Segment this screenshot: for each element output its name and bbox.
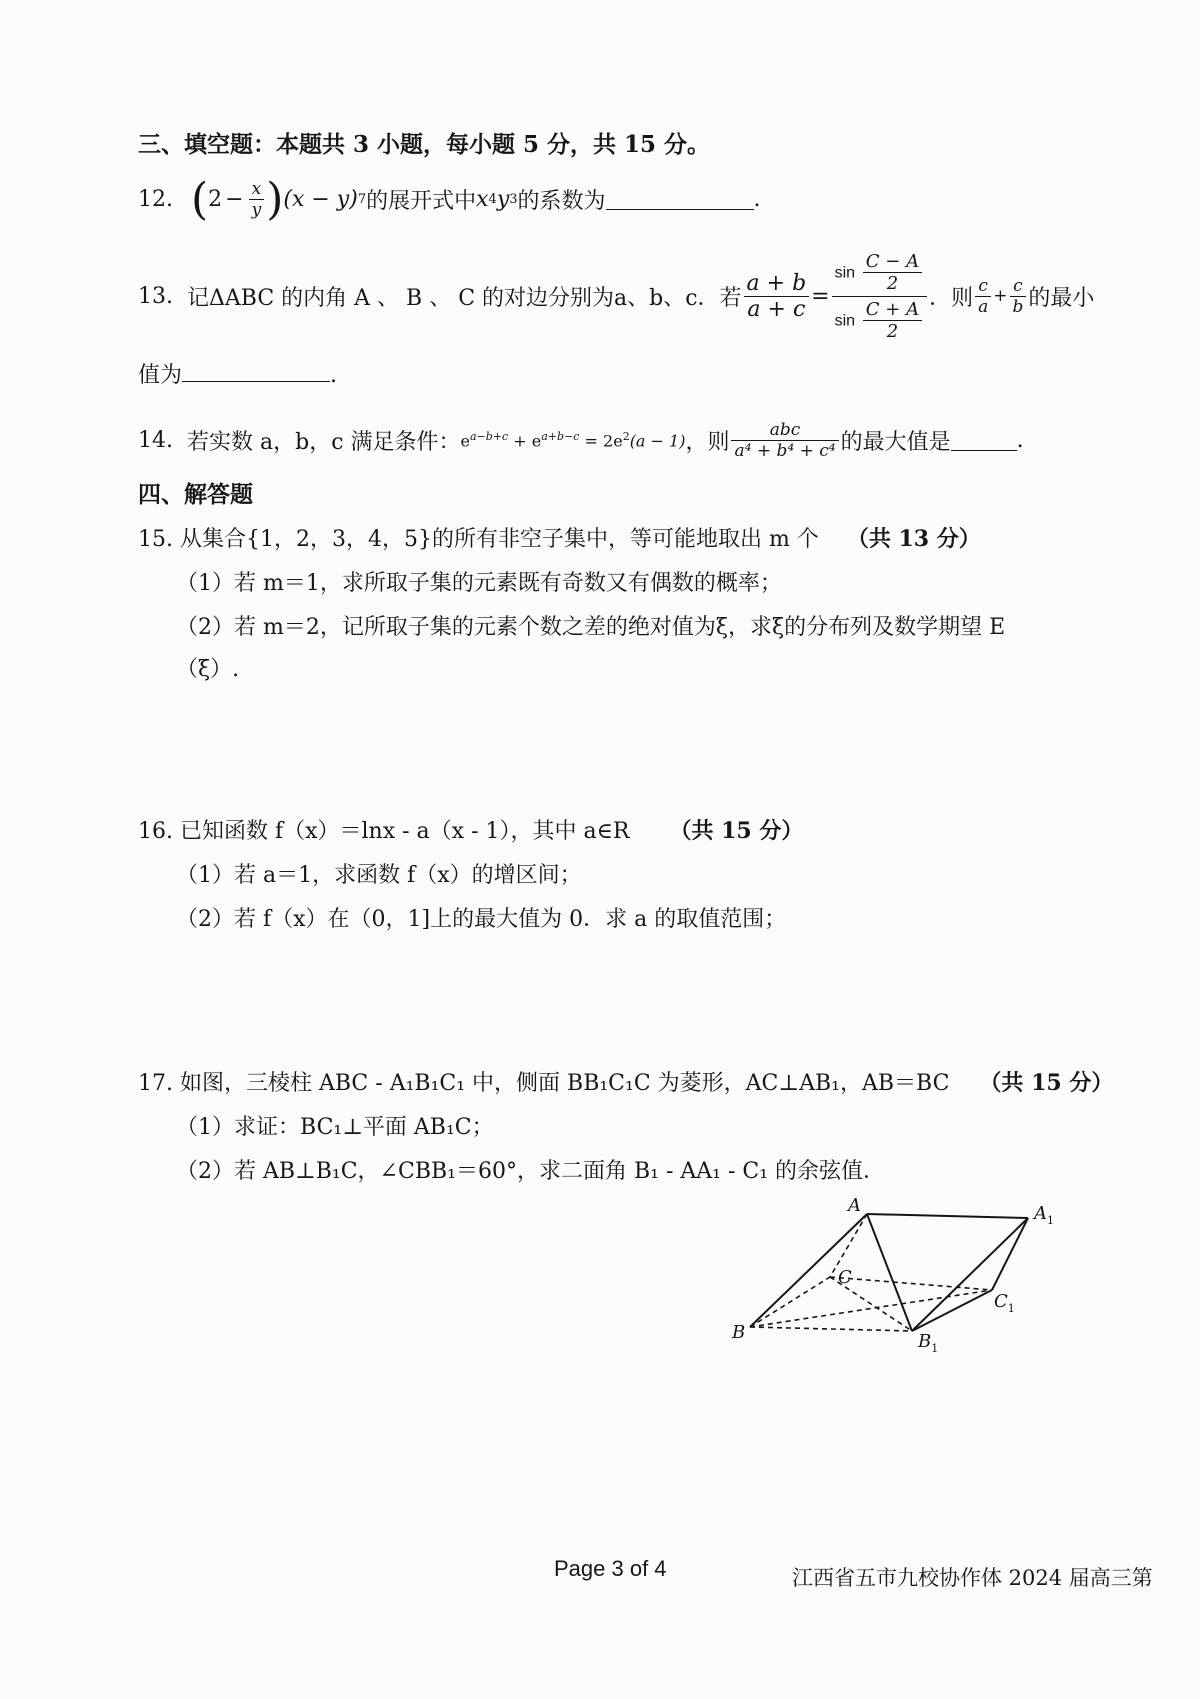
q13-text1: 记ΔABC 的内角 A 、 B 、 C 的对边分别为a、b、c．若: [187, 285, 742, 311]
exam-source: 江西省五市九校协作体 2024 届高三第: [792, 1566, 1153, 1590]
label-B1: $B_1$: [918, 1331, 939, 1355]
label-C1: $C_1$: [994, 1291, 1015, 1315]
q12-answer-blank: [606, 189, 754, 210]
question-14: 14. 若实数 a，b，c 满足条件： $e^{a-b+c} + e^{a+b-c} = 2e^2(a - 1)$ ，则 $\frac{\text{abc}}{\text{a⁴ + b⁴ + c⁴}}$ 的最大值是 .: [138, 419, 1024, 461]
question-16: 16. 已知函数 f（x）＝lnx - a（x - 1），其中 a∈R （共 15 分）: [138, 818, 804, 844]
label-A: A: [848, 1195, 861, 1216]
q12-text2: 的系数为: [517, 188, 606, 214]
edge-A-B1: [867, 1214, 912, 1331]
question-15: 15. 从集合{1，2，3，4，5}的所有非空子集中，等可能地取出 m 个 （共 13 分）: [138, 526, 981, 552]
label-B: B: [732, 1322, 746, 1343]
prism-figure: [720, 1185, 1080, 1365]
section3-title: 三、填空题：本题共 3 小题，每小题 5 分，共 15 分。: [138, 131, 711, 158]
q15-part2: （2）若 m＝2，记所取子集的元素个数之差的绝对值为ξ，求ξ的分布列及数学期望 E: [176, 615, 1006, 640]
q12-factor: (x − y): [283, 186, 358, 212]
q13-line2: 值为 .: [138, 363, 338, 388]
q14-condition: $e^{a-b+c} + e^{a+b-c} = 2e^2(a - 1)$: [460, 429, 686, 451]
label-A1: $A_1$: [1034, 1203, 1054, 1227]
q16-part1: （1）若 a＝1，求函数 f（x）的增区间；: [176, 863, 582, 888]
question-12: 12. ( 2 − $\frac{x}{y}$ ) (x − y) 7 的展开式中 x 4 y 3 的系数为 .: [138, 173, 761, 225]
question-17: 17. 如图，三棱柱 ABC - A₁B₁C₁ 中，侧面 BB₁C₁C 为菱形，AC⊥AB₁，AB＝BC （共 15 分）: [138, 1070, 1114, 1096]
q12-right-paren: ): [266, 173, 284, 225]
edge-C-C1: [830, 1277, 992, 1290]
q12-text1: 的展开式中: [366, 188, 477, 214]
edge-B-B1: [750, 1327, 912, 1331]
edge-A-A1: [867, 1214, 1028, 1218]
q13-lhs-fraction: $\frac{a + b}{a + c}$: [744, 271, 810, 322]
q12-two: 2: [208, 186, 223, 212]
q13-answer-blank: [182, 361, 330, 382]
q15-part3: （ξ）.: [176, 657, 240, 682]
q12-left-paren: (: [191, 173, 209, 225]
edge-A1-C1: [992, 1218, 1028, 1290]
q17-part1: （1）求证：BC₁⊥平面 AB₁C；: [176, 1115, 494, 1140]
label-C: C: [838, 1267, 852, 1288]
q14-answer-blank: [951, 430, 1017, 451]
q15-part1: （1）若 m＝1，求所取子集的元素既有奇数又有偶数的概率；: [176, 571, 782, 596]
q14-number: 14.: [138, 427, 173, 453]
q12-number: 12.: [138, 186, 173, 212]
edge-B-C: [750, 1277, 830, 1327]
q13-number: 13.: [138, 283, 173, 309]
question-13: 13. 记ΔABC 的内角 A 、 B 、 C 的对边分别为a、b、c．若 $\frac{a + b}{a + c}$ = sin $\frac{C - A}{2}$ sin $\frac{C + A}{2}$ ．则 $\frac{c}{a}$ + $\frac{c}{b}$ 的最小: [138, 250, 1095, 342]
q17-part2: （2）若 AB⊥B₁C，∠CBB₁＝60°，求二面角 B₁ - AA₁ - C₁ 的余弦值．: [176, 1159, 886, 1184]
q16-part2: （2）若 f（x）在（0，1]上的最大值为 0．求 a 的取值范围；: [176, 907, 787, 932]
q14-fraction: $\frac{\text{abc}}{\text{a⁴ + b⁴ + c⁴}}$: [731, 420, 838, 461]
edge-C1-B1: [912, 1290, 992, 1331]
page-number: Page 3 of 4: [554, 1556, 667, 1581]
q13-rhs-fraction: sin $\frac{C - A}{2}$ sin $\frac{C + A}{2}$: [832, 251, 927, 342]
q12-minus: −: [225, 186, 244, 212]
section4-title: 四、解答题: [138, 481, 253, 508]
q12-x-over-y: $\frac{x}{y}$: [249, 179, 265, 220]
